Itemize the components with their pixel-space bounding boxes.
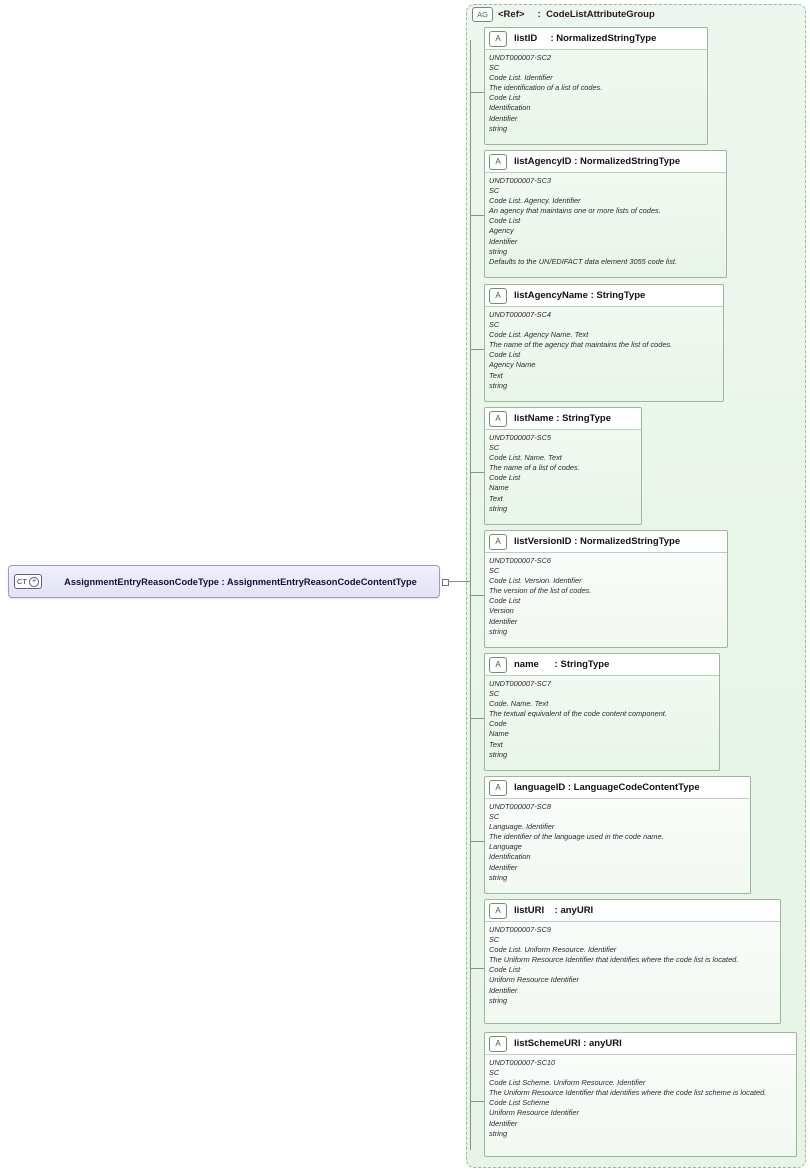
attribute-group-header[interactable] bbox=[470, 5, 661, 23]
annotation-line: string bbox=[489, 872, 508, 882]
attribute-annotation bbox=[485, 50, 707, 137]
annotation-line: Code List. Agency Name. Text bbox=[489, 330, 589, 340]
annotation-line: string bbox=[489, 246, 508, 256]
annotation-line: Uniform Resource Identifier bbox=[489, 975, 579, 985]
annotation-line: Identifier bbox=[489, 113, 518, 123]
attribute-node-listSchemeURI[interactable] bbox=[484, 1032, 797, 1157]
annotation-line: Language. Identifier bbox=[489, 822, 555, 832]
connector-line-main bbox=[448, 581, 470, 582]
annotation-line: string bbox=[489, 503, 508, 513]
attribute-header[interactable] bbox=[485, 151, 726, 173]
attribute-group-label bbox=[498, 9, 655, 20]
annotation-line: Uniform Resource Identifier bbox=[489, 1108, 579, 1118]
annotation-line: The identification of a list of codes. bbox=[489, 83, 603, 93]
annotation-line: Code List bbox=[489, 596, 521, 606]
connector-branch bbox=[470, 595, 484, 596]
annotation-line: Code List Scheme. Uniform Resource. Identifier bbox=[489, 1078, 646, 1088]
attribute-icon: A bbox=[489, 780, 507, 796]
annotation-line: Name bbox=[489, 483, 509, 493]
annotation-line: Code List bbox=[489, 93, 521, 103]
annotation-line: UNDT000007-SC6 bbox=[489, 556, 552, 565]
annotation-line: SC bbox=[489, 186, 500, 196]
annotation-line: Code List. Identifier bbox=[489, 73, 553, 83]
connector-branch bbox=[470, 841, 484, 842]
attribute-group-name: CodeListAttributeGroup bbox=[546, 8, 655, 20]
annotation-line: Text bbox=[489, 493, 503, 503]
annotation-line: Text bbox=[489, 739, 503, 749]
root-complextype-node[interactable] bbox=[8, 565, 440, 598]
attribute-title: listName : StringType bbox=[514, 413, 611, 424]
attribute-icon: A bbox=[489, 1036, 507, 1052]
annotation-line: Code List Scheme bbox=[489, 1098, 550, 1108]
annotation-line: Identifier bbox=[489, 616, 518, 626]
annotation-line: SC bbox=[489, 63, 500, 73]
attribute-header[interactable] bbox=[485, 408, 641, 430]
attribute-annotation bbox=[485, 307, 723, 394]
attribute-icon: A bbox=[489, 903, 507, 919]
annotation-line: string bbox=[489, 626, 508, 636]
annotation-line: UNDT000007-SC2 bbox=[489, 53, 552, 62]
attribute-icon: A bbox=[489, 534, 507, 550]
annotation-line: Identifier bbox=[489, 1118, 518, 1128]
annotation-line: SC bbox=[489, 812, 500, 822]
annotation-line: Code. Name. Text bbox=[489, 699, 549, 709]
annotation-line: The version of the list of codes. bbox=[489, 586, 592, 596]
attribute-icon: A bbox=[489, 657, 507, 673]
annotation-line: The identifier of the language used in the code name. bbox=[489, 832, 664, 842]
annotation-line: SC bbox=[489, 566, 500, 576]
annotation-line: The textual equivalent of the code content component. bbox=[489, 709, 667, 719]
annotation-line: The Uniform Resource Identifier that identifies where the code list scheme is located. bbox=[489, 1088, 767, 1098]
attribute-title: listAgencyName : StringType bbox=[514, 290, 646, 301]
root-complextype-label: AssignmentEntryReasonCodeType : AssignmentEntryReasonCodeContentType bbox=[64, 576, 417, 587]
annotation-line: string bbox=[489, 1128, 508, 1138]
connector-branch bbox=[470, 968, 484, 969]
annotation-line: string bbox=[489, 380, 508, 390]
annotation-line: Identifier bbox=[489, 862, 518, 872]
attribute-header[interactable] bbox=[485, 285, 723, 307]
annotation-line: The name of the agency that maintains the list of codes. bbox=[489, 340, 673, 350]
attribute-title: languageID : LanguageCodeContentType bbox=[514, 782, 700, 793]
complextype-icon[interactable]: CT + bbox=[14, 574, 42, 589]
attribute-annotation bbox=[485, 922, 780, 1009]
annotation-line: An agency that maintains one or more lists of codes. bbox=[489, 206, 661, 216]
attribute-header[interactable] bbox=[485, 28, 707, 50]
annotation-line: SC bbox=[489, 935, 500, 945]
annotation-line: The name of a list of codes. bbox=[489, 463, 580, 473]
annotation-line: Agency bbox=[489, 226, 514, 236]
annotation-line: UNDT000007-SC8 bbox=[489, 802, 552, 811]
annotation-line: Code List bbox=[489, 965, 521, 975]
annotation-line: Agency Name bbox=[489, 360, 536, 370]
annotation-line: UNDT000007-SC5 bbox=[489, 433, 552, 442]
annotation-line: string bbox=[489, 995, 508, 1005]
annotation-line: Identification bbox=[489, 103, 531, 113]
attribute-node-listID[interactable] bbox=[484, 27, 708, 145]
attribute-icon: A bbox=[489, 154, 507, 170]
annotation-line: SC bbox=[489, 689, 500, 699]
annotation-line: Text bbox=[489, 370, 503, 380]
attribute-annotation bbox=[485, 553, 727, 640]
connector-branch bbox=[470, 718, 484, 719]
attribute-annotation bbox=[485, 1055, 796, 1142]
annotation-line: Code List. Name. Text bbox=[489, 453, 562, 463]
annotation-line: Code List. Uniform Resource. Identifier bbox=[489, 945, 617, 955]
attribute-header[interactable] bbox=[485, 531, 727, 553]
attribute-annotation bbox=[485, 430, 641, 517]
annotation-line: UNDT000007-SC7 bbox=[489, 679, 552, 688]
annotation-line: UNDT000007-SC9 bbox=[489, 925, 552, 934]
annotation-line: string bbox=[489, 123, 508, 133]
annotation-line: UNDT000007-SC3 bbox=[489, 176, 552, 185]
annotation-line: Code List bbox=[489, 350, 521, 360]
attribute-icon: A bbox=[489, 31, 507, 47]
expand-icon[interactable]: + bbox=[29, 577, 39, 587]
annotation-line: The Uniform Resource Identifier that identifies where the code list is located. bbox=[489, 955, 739, 965]
annotation-line: Code bbox=[489, 719, 507, 729]
attribute-title: name : StringType bbox=[514, 659, 610, 670]
attribute-annotation bbox=[485, 799, 750, 886]
connector-branch bbox=[470, 472, 484, 473]
annotation-line: Identifier bbox=[489, 236, 518, 246]
attribute-icon: A bbox=[489, 411, 507, 427]
attribute-title: listVersionID : NormalizedStringType bbox=[514, 536, 681, 547]
attribute-group-separator: : bbox=[537, 8, 541, 20]
annotation-line: string bbox=[489, 749, 508, 759]
attribute-group-ref: <Ref> bbox=[498, 8, 525, 20]
attribute-header[interactable] bbox=[485, 777, 750, 799]
attribute-node-listVersionID[interactable] bbox=[484, 530, 728, 648]
annotation-line: UNDT000007-SC4 bbox=[489, 310, 552, 319]
attribute-header[interactable] bbox=[485, 1033, 796, 1055]
attribute-icon: A bbox=[489, 288, 507, 304]
annotation-line: Code List. Version. Identifier bbox=[489, 576, 582, 586]
annotation-line: SC bbox=[489, 1068, 500, 1078]
attribute-header[interactable] bbox=[485, 900, 780, 922]
attribute-node-listAgencyID[interactable] bbox=[484, 150, 727, 278]
annotation-line: Identification bbox=[489, 852, 531, 862]
annotation-line: UNDT000007-SC10 bbox=[489, 1058, 556, 1067]
connector-branch bbox=[470, 92, 484, 93]
attribute-header[interactable] bbox=[485, 654, 719, 676]
annotation-line: Version bbox=[489, 606, 514, 616]
connector-branch bbox=[470, 1101, 484, 1102]
attribute-annotation bbox=[485, 173, 726, 270]
attribute-node-languageID[interactable] bbox=[484, 776, 751, 894]
attribute-group-icon: AG bbox=[472, 7, 493, 22]
attribute-node-name[interactable] bbox=[484, 653, 720, 771]
annotation-line: Defaults to the UN/EDIFACT data element 3055 code list. bbox=[489, 256, 678, 266]
annotation-line: Language bbox=[489, 842, 522, 852]
attribute-title: listID : NormalizedStringType bbox=[514, 33, 657, 44]
attribute-title: listAgencyID : NormalizedStringType bbox=[514, 156, 681, 167]
annotation-line: Code List bbox=[489, 473, 521, 483]
annotation-line: Code List bbox=[489, 216, 521, 226]
attribute-node-listName[interactable] bbox=[484, 407, 642, 525]
annotation-line: Code List. Agency. Identifier bbox=[489, 196, 581, 206]
connector-branch bbox=[470, 349, 484, 350]
attribute-title: listSchemeURI : anyURI bbox=[514, 1038, 622, 1049]
attribute-title: listURI : anyURI bbox=[514, 905, 594, 916]
annotation-line: Name bbox=[489, 729, 509, 739]
attribute-annotation bbox=[485, 676, 719, 763]
annotation-line: SC bbox=[489, 320, 500, 330]
attribute-node-listAgencyName[interactable] bbox=[484, 284, 724, 402]
attribute-node-listURI[interactable] bbox=[484, 899, 781, 1024]
annotation-line: SC bbox=[489, 443, 500, 453]
annotation-line: Identifier bbox=[489, 985, 518, 995]
connector-branch bbox=[470, 215, 484, 216]
